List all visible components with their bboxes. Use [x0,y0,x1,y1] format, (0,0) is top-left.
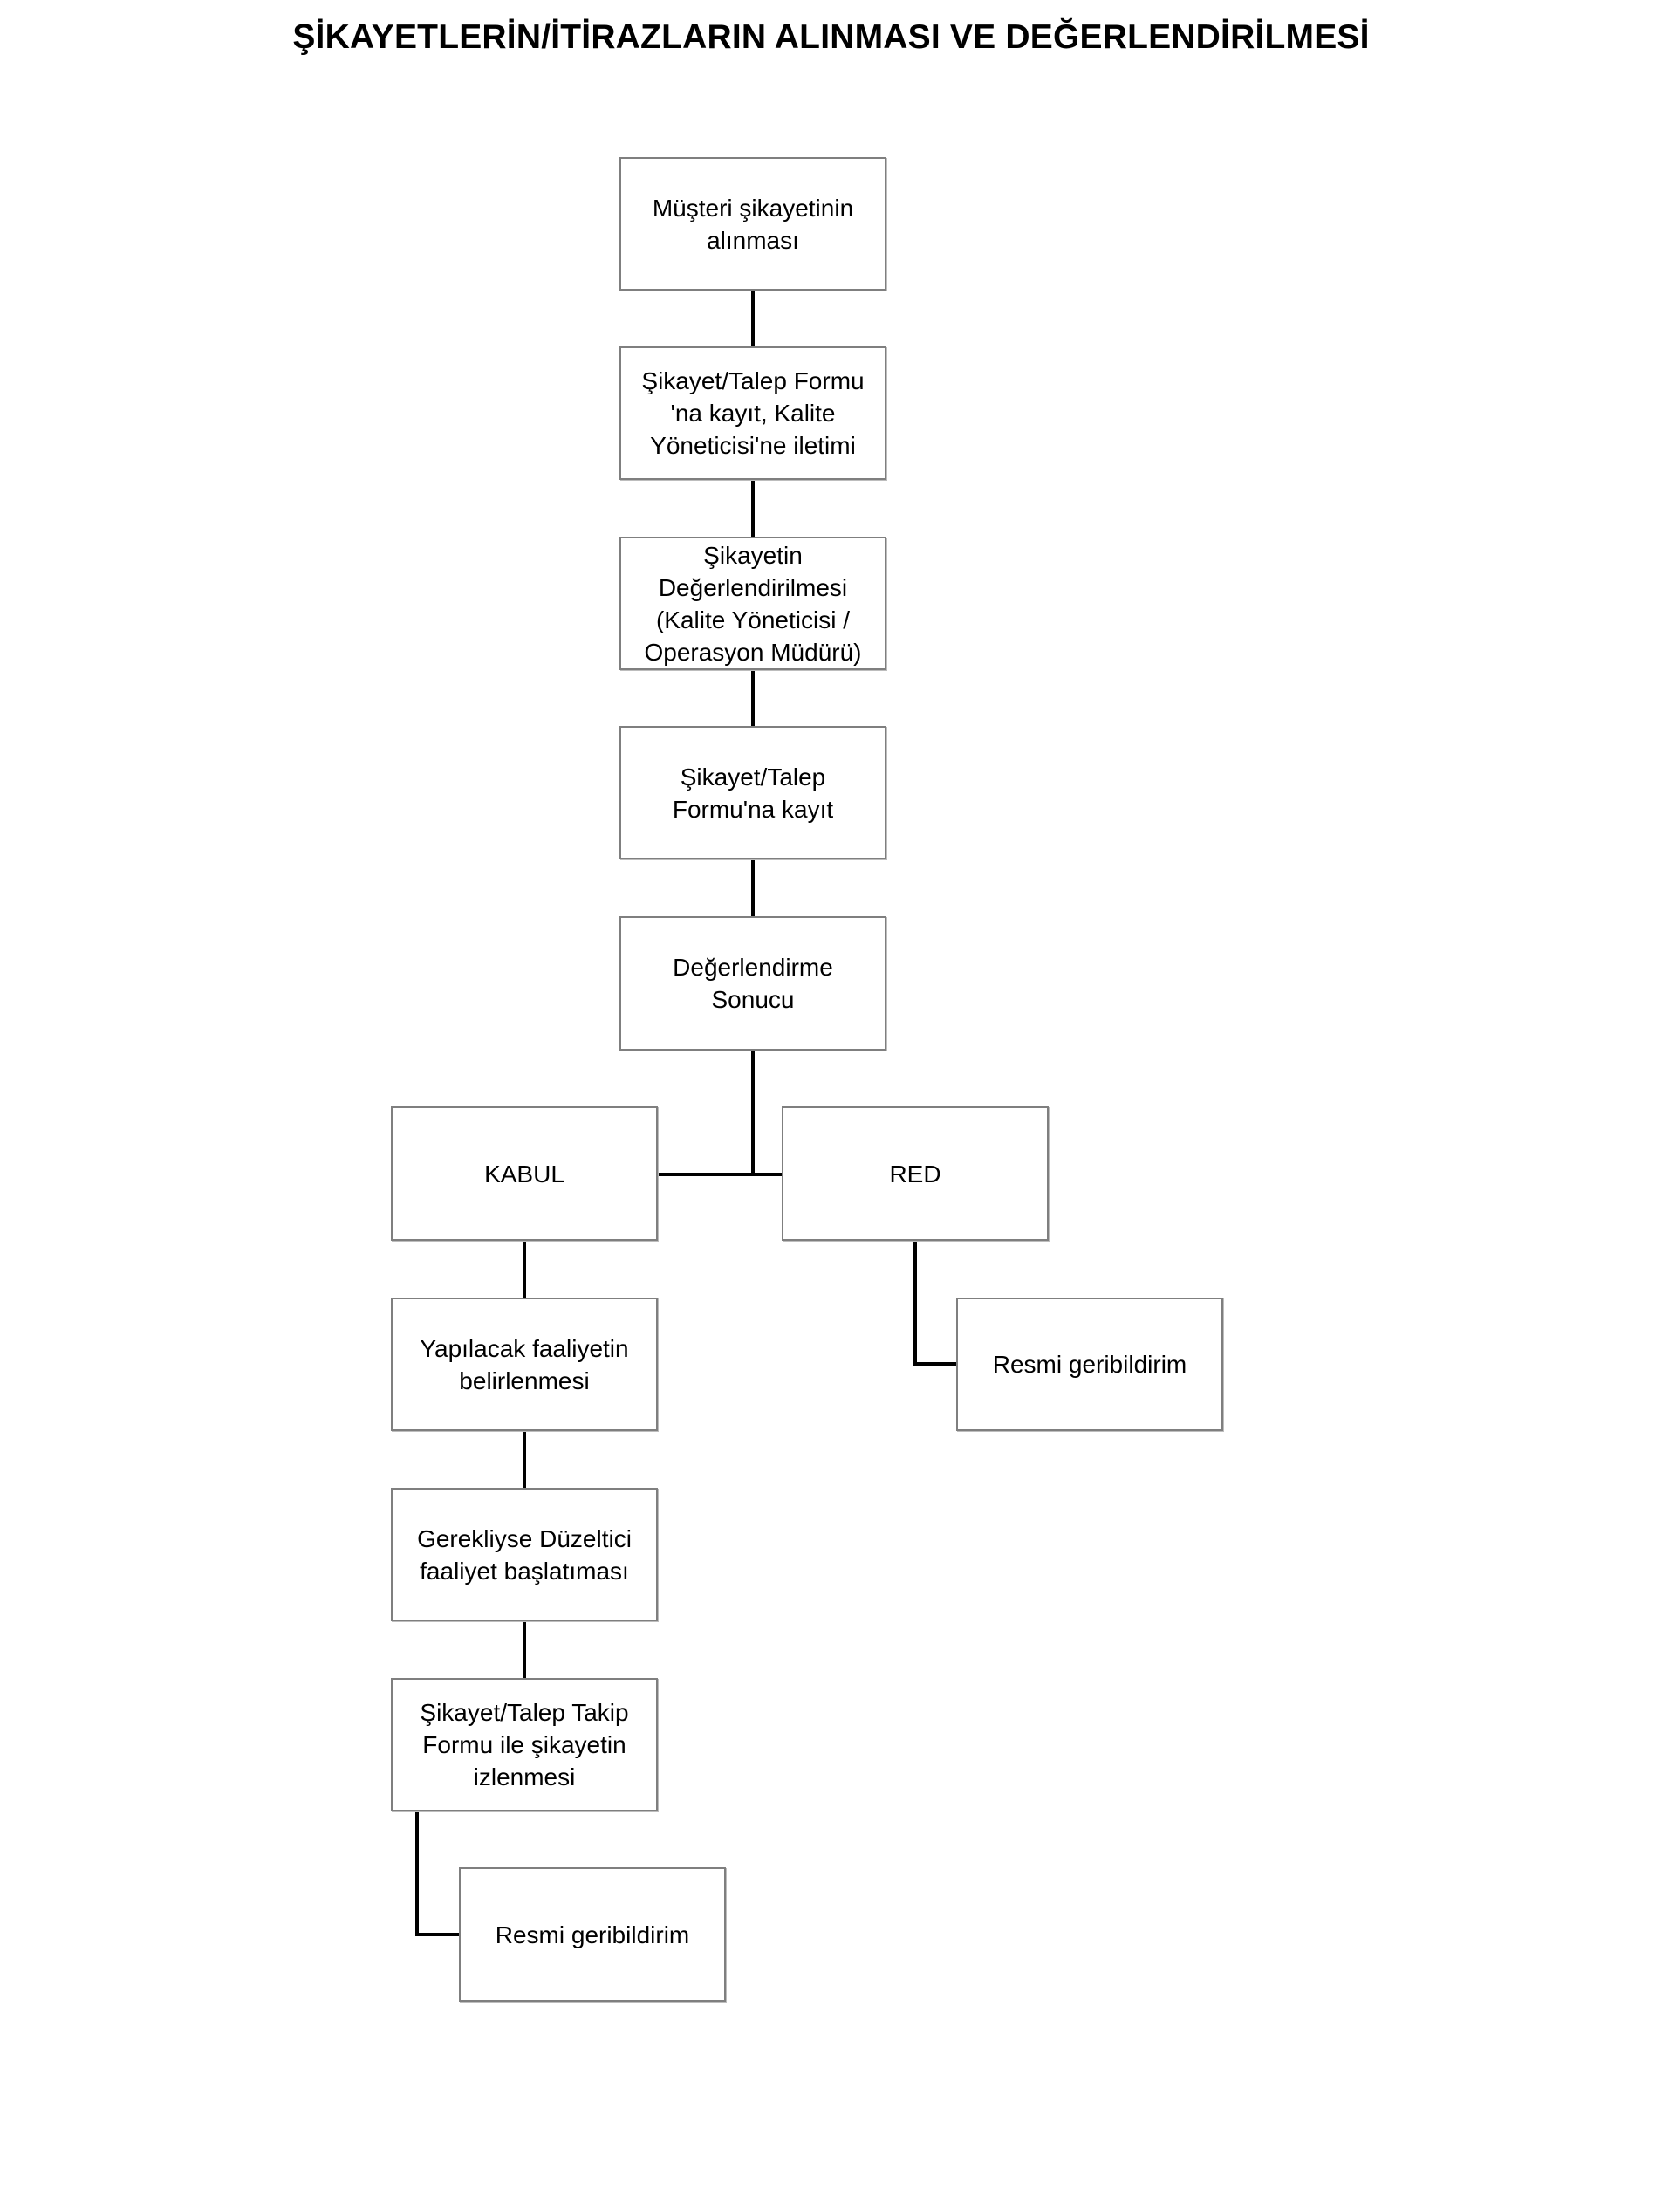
step-accept-formal-feedback [459,1867,726,2002]
step-complaint-tracking-label: Şikayet/Talep Takip Formu ile şikayetin izlenmesi [420,1699,629,1791]
step-form-record-and-forward [619,346,886,480]
decision-reject-label: RED [889,1160,941,1188]
connector-red-feedback [915,1241,956,1364]
decision-accept-label: KABUL [484,1160,564,1188]
step-form-record-label: Şikayet/Talep Formu'na kayıt [672,763,834,823]
step-evaluation-result-label: Değerlendirme Sonucu [673,954,833,1013]
step-complaint-received-label: Müşteri şikayetinin alınması [652,194,854,254]
step-reject-formal-feedback-label: Resmi geribildirim [992,1351,1187,1378]
step-complaint-tracking [391,1678,658,1811]
step-determine-action-label: Yapılacak faaliyetin belirlenmesi [420,1334,629,1394]
step-accept-formal-feedback-label: Resmi geribildirim [495,1921,690,1948]
step-complaint-evaluation-label: Şikayetin Değerlendirilmesi (Kalite Yöneticisi / Operasyon Müdürü) [644,541,862,666]
step-corrective-action-label: Gerekliyse Düzeltici faaliyet başlatıması [417,1524,632,1585]
step-complaint-received [619,157,886,291]
page-title: ŞİKAYETLERİN/İTİRAZLARIN ALINMASI VE DEĞERLENDİRİLMESİ [292,18,1370,56]
step-reject-formal-feedback [956,1298,1223,1431]
step-complaint-evaluation [619,537,886,670]
decision-accept [391,1106,658,1241]
step-form-record-and-forward-label: Şikayet/Talep Formu 'na kayıt, Kalite Yöneticisi'ne iletimi [641,367,865,459]
step-evaluation-result [619,916,886,1051]
step-corrective-action [391,1488,658,1621]
decision-reject [782,1106,1049,1241]
step-form-record [619,726,886,859]
step-determine-action [391,1298,658,1431]
connector-k3-feedback [417,1811,459,1935]
